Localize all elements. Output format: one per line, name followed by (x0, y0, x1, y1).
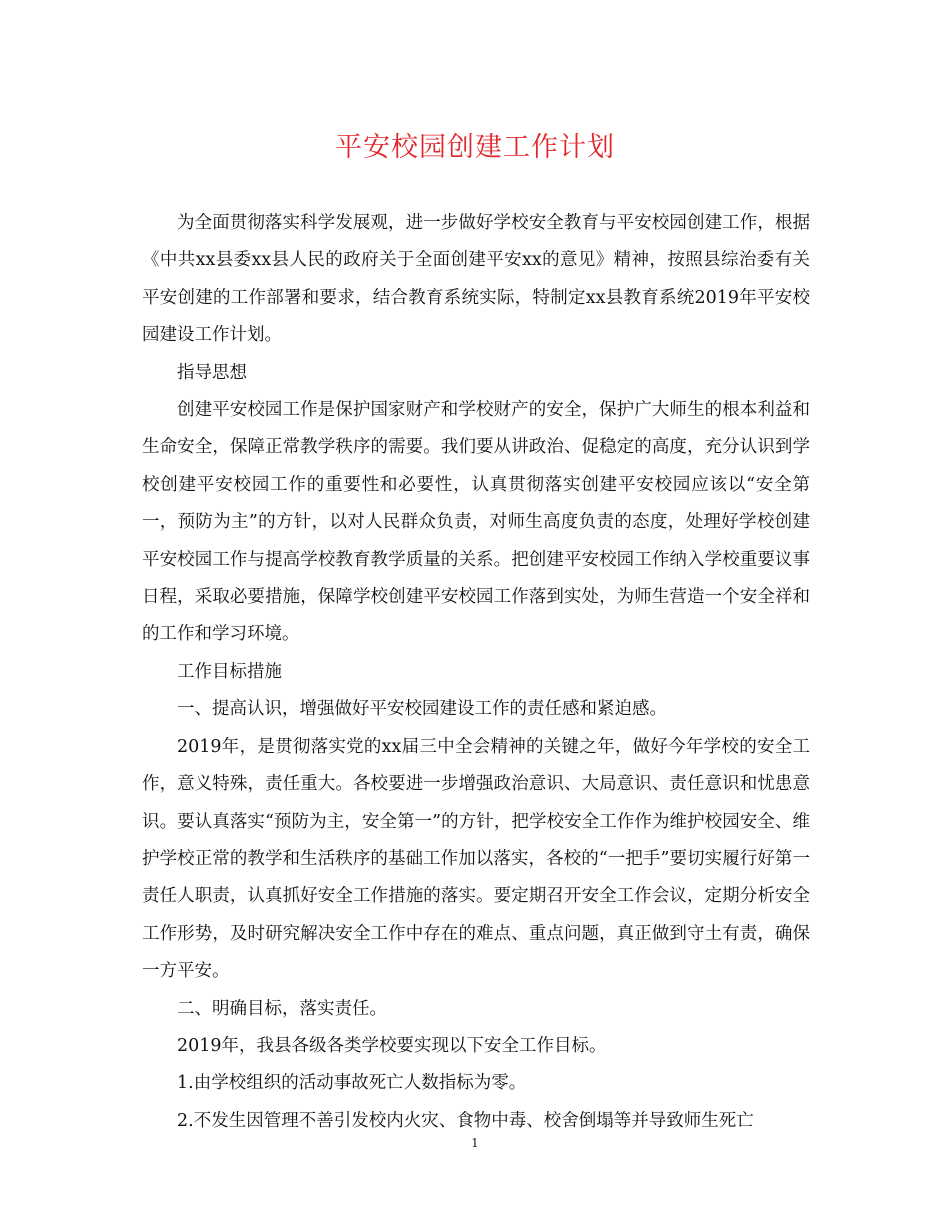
document-title: 平安校园创建工作计划 (335, 132, 615, 163)
heading-work-goals: 工作目标措施 (177, 661, 282, 682)
document-body (142, 205, 810, 1140)
paragraph-section-one: 2019年，是贯彻落实党的xx届三中全会精神的关键之年，做好今年学校的安全工作，意义特殊，责任重大。各校要进一步增强政治意识、大局意识、责任意识和忧患意识。要认真落实“预防为主，安全第一”的方针，把学校安全工作作为维护校园安全、维护学校正常的教学和生活秩序的基础工作加以落实，各校的“一把手”要切实履行好第一责任人职责，认真抓好安全工作措施的落实。要定期召开安全工作会议，定期分析安全工作形势，及时研究解决安全工作中存在的难点、重点问题，真正做到守土有责，确保一方平安。 (142, 736, 810, 982)
section-heading-one: 一、提高认识，增强做好平安校园建设工作的责任感和紧迫感。 (177, 699, 667, 720)
page-number: 1 (471, 1136, 479, 1150)
heading-guiding-thought: 指导思想 (177, 362, 247, 383)
paragraph-intro: 为全面贯彻落实科学发展观，进一步做好学校安全教育与平安校园创建工作，根据《中共xx县委xx县人民的政府关于全面创建平安xx的意见》精神，按照县综治委有关平安创建的工作部署和要求，结合教育系统实际，特制定xx县教育系统2019年平安校园建设工作计划。 (142, 213, 810, 346)
paragraph-guiding-thought: 创建平安校园工作是保护国家财产和学校财产的安全，保护广大师生的根本利益和生命安全，保障正常教学秩序的需要。我们要从讲政治、促稳定的高度，充分认识到学校创建平安校园工作的重要性和必要性，认真贯彻落实创建平安校园应该以“安全第一，预防为主”的方针，以对人民群众负责，对师生高度负责的态度，处理好学校创建平安校园工作与提高学校教育教学质量的关系。把创建平安校园工作纳入学校重要议事日程，采取必要措施，保障学校创建平安校园工作落到实处，为师生营造一个安全祥和的工作和学习环境。 (142, 400, 810, 645)
section-heading-two: 二、明确目标，落实责任。 (177, 998, 387, 1019)
list-item-goal-1: 1.由学校组织的活动事故死亡人数指标为零。 (177, 1073, 527, 1094)
paragraph-section-two: 2019年，我县各级各类学校要实现以下安全工作目标。 (177, 1035, 607, 1056)
list-item-goal-2: 2.不发生因管理不善引发校内火灾、食物中毒、校舍倒塌等并导致师生死亡 (177, 1110, 754, 1131)
